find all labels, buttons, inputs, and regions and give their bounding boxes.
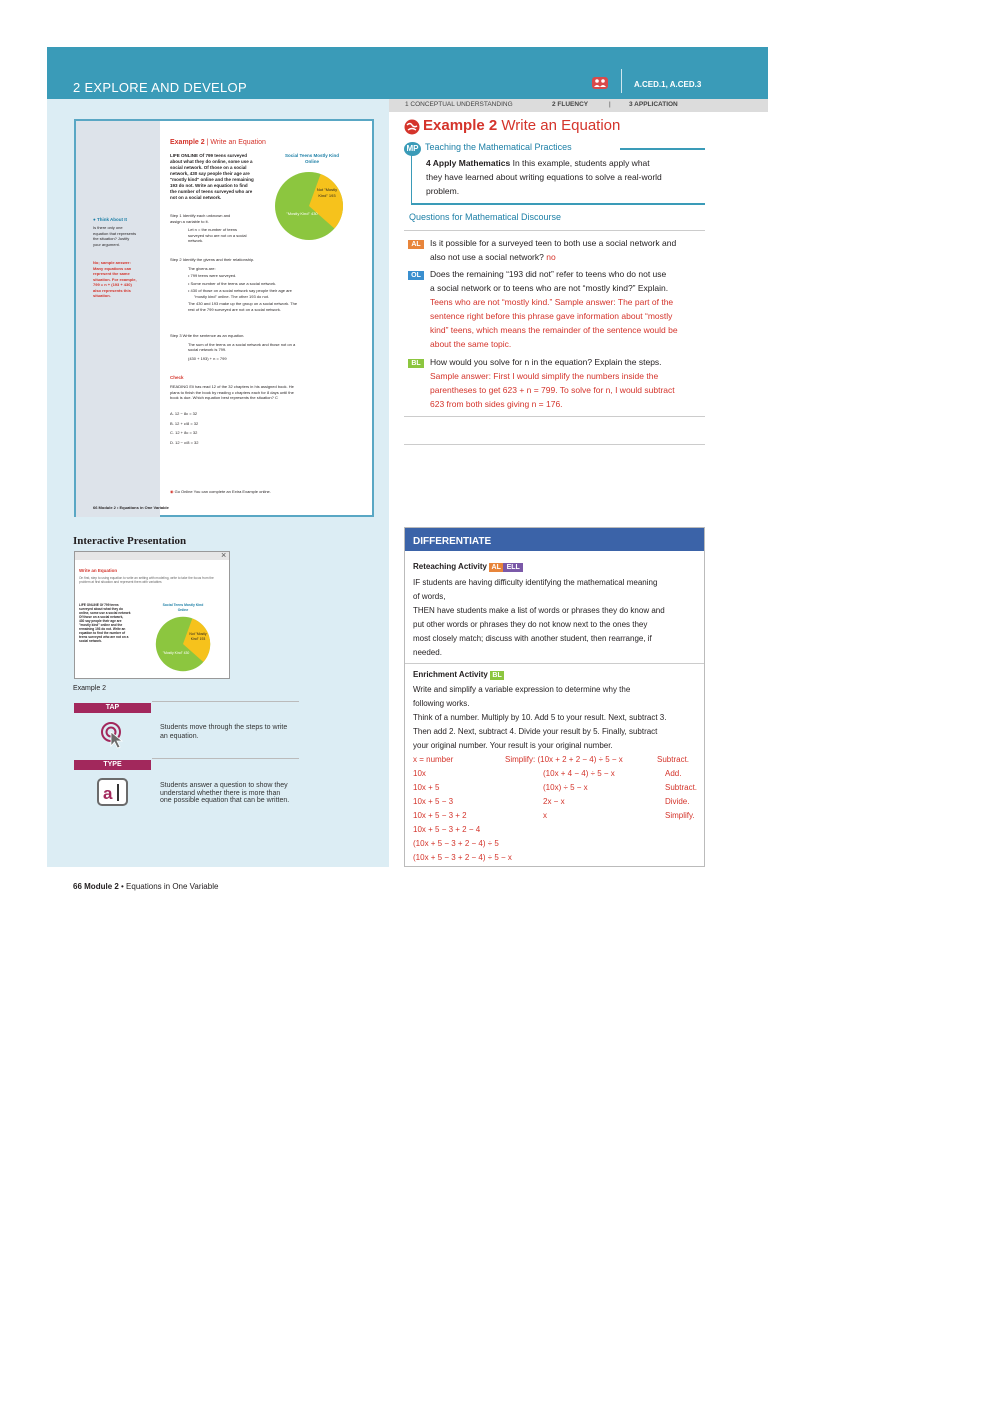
tag-al: AL bbox=[408, 240, 424, 249]
screen-pie-label-kind: "Mostly Kind" 430 bbox=[162, 651, 190, 655]
question-1: Is it possible for a surveyed teen to both use a social network and also not use a social network? no bbox=[430, 238, 677, 262]
level-fluency: 2 FLUENCY bbox=[552, 101, 589, 108]
mp-left-border bbox=[411, 154, 412, 204]
thumb-check-text: READING Eli has read 12 of the 32 chapters in his assigned book. He plans to finish the book by reading c chapters each for 8 days until the book is due. Which equation best represents the situation? C bbox=[170, 384, 294, 400]
tag-bl-small: BL bbox=[490, 671, 504, 680]
page-footer: 66 Module 2 • Equations in One Variable bbox=[73, 882, 219, 891]
think-about-it-text: Is there only one equation that represents the situation? Justify your argument. bbox=[93, 225, 137, 247]
enrich-title: Enrichment Activity BL bbox=[413, 670, 504, 680]
thumb-example-heading: Example 2 | Write an Equation bbox=[170, 139, 266, 146]
mp-bottom-border bbox=[411, 203, 705, 205]
operation-first: Subtract. bbox=[657, 755, 690, 764]
tap-description: Students move through the steps to write an equation. bbox=[160, 724, 288, 740]
screen-intro: On first, step to using equation to write an setting with modeling, write to take the focus from the problem at first situation and represent them with variables bbox=[79, 576, 214, 584]
think-about-it-title: ● Think About It bbox=[93, 217, 128, 222]
questions-bottom-rule bbox=[404, 416, 705, 417]
svg-text:a: a bbox=[103, 784, 113, 803]
thumb-page-footer: 66 Module 2 • Equations in One Variable bbox=[93, 505, 169, 510]
expression-build-column: x = number 10x 10x + 5 10x + 5 − 3 10x + 5 − 3 + 2 10x + 5 − 3 + 2 − 4 (10x + 5 − 3 + 2 − 4) ÷ 5 (10x + 5 − 3 + 2 − 4) ÷ 5 − x bbox=[413, 755, 512, 862]
tag-ol: OL bbox=[408, 271, 424, 280]
text-cursor-icon bbox=[97, 778, 128, 806]
differentiate-heading: DIFFERENTIATE bbox=[405, 528, 704, 551]
differentiate-box bbox=[404, 527, 705, 867]
thumb-go-online: ◉ Go Online You can complete an Extra Example online. bbox=[170, 489, 271, 494]
operation-column: Add. Subtract. Divide. Simplify. bbox=[665, 769, 698, 820]
section-rule bbox=[404, 444, 705, 445]
question-3: How would you solve for n in the equation? Explain the steps. Sample answer: First I would simplify the numbers inside the parentheses to get 623 + n = 799. To solve for n, I would subtract 623 from both sides giving n = 176. bbox=[430, 357, 675, 409]
thumb-pie-label-not: Not "Mostly Kind" 193 bbox=[316, 187, 338, 198]
enrich-text: Write and simplify a variable expression to determine why the following works. Think of a number. Multiply by 10. Add 5 to your result. Next, subtract 3. Then add 2. Next, subtract 4. Divide your result by 5. Finally, subtract your original number. Your result is your original number. bbox=[413, 685, 667, 750]
tag-bl: BL bbox=[408, 359, 424, 368]
mp-heading: Teaching the Mathematical Practices bbox=[425, 142, 578, 152]
level-separator: | bbox=[609, 101, 611, 108]
thumb-step3: Step 3 Write the sentence as an equation. The sum of the teens on a social network and those not on a social network is 799. (430 + 193) + n = 799 bbox=[170, 333, 296, 361]
think-answer: No; sample answer: Many equations can represent the same situation. For example, 799 = n + (193 + 430) also represents this situation. bbox=[93, 260, 137, 298]
thumb-choices: A. 12 − 8c = 32 B. 12 + c/8 = 32 C. 12 + 8c = 32 D. 12 − c/8 = 32 bbox=[170, 411, 199, 445]
thumb-step2: Step 2 Identify the givens and their relationship. The givens are: • 799 teens were surveyed. • Some number of the teens use a social network. • 430 of those on a social network say people their age are "mostly kind" online. The other 193 do not. The 430 and 193 make up the group on a social network. The rest of the 799 surveyed are not on a social network. bbox=[170, 257, 298, 312]
question-2: Does the remaining “193 did not” refer to teens who do not use a social network or to teens who are not “mostly kind?” Explain. Teens who are not “mostly kind.” Sample answer: The part of the sentence right before this phrase gave information about “mostly kind” teens, which means the remainder of the sentence would be about the same topic. bbox=[430, 269, 678, 349]
standards-label: A.CED.1, A.CED.3 bbox=[634, 80, 702, 89]
screen-pie-label-not: Not "Mostly Kind" 193 bbox=[189, 632, 207, 641]
simplify-column: Simplify: (10x + 2 + 2 − 4) ÷ 5 − x (10x + 4 − 4) ÷ 5 − x (10x) ÷ 5 − x 2x − x x bbox=[505, 755, 623, 820]
thumb-check-title: Check bbox=[170, 375, 184, 380]
thumb-chart-title: Social Teens Mostly Kind Online bbox=[285, 153, 339, 164]
header-divider bbox=[621, 69, 622, 93]
level-conceptual: 1 CONCEPTUAL UNDERSTANDING bbox=[405, 101, 513, 108]
group-people-icon bbox=[592, 77, 608, 89]
example-heading: Example 2 Write an Equation bbox=[423, 117, 621, 134]
thumb-pie-label-kind: "Mostly Kind" 430 bbox=[286, 211, 318, 216]
interactive-screen[interactable] bbox=[74, 551, 230, 679]
section-header bbox=[47, 47, 768, 99]
thumb-step1: Step 1 Identify each unknown and assign a variable to it. Let n = the number of teens surveyed who are not on a social network. bbox=[170, 213, 247, 243]
level-application: 3 APPLICATION bbox=[629, 101, 678, 108]
close-icon[interactable]: × bbox=[221, 550, 227, 560]
type-divider bbox=[152, 758, 299, 759]
go-online-icon: ◉ bbox=[170, 489, 175, 494]
questions-rule bbox=[404, 230, 705, 231]
screen-chart-title: Social Teens Mostly Kind Online bbox=[162, 603, 204, 612]
type-label: TYPE bbox=[74, 760, 151, 770]
mp-rule bbox=[620, 148, 705, 150]
thumb-intro: LIFE ONLINE Of 799 teens surveyed about what they do online, some use a social network. Of those on a social network, 430 say people their age are "mostly kind" online and the remaining 193 do not. Write an equation to find the number of teens surveyed who are not on a social network. bbox=[170, 153, 254, 200]
questions-heading: Questions for Mathematical Discourse bbox=[409, 212, 562, 222]
thumbnail-sidebar bbox=[76, 121, 160, 517]
screen-problem: LIFE ONLINE Of 799 teens surveyed about what they do online, some use a social network Of those on a social network, 430 say people their age are "mostly kind" online and the remaining 193 do not. Write an equation to find the number of teens surveyed who are not on a social network. bbox=[79, 603, 131, 643]
interactive-caption: Example 2 bbox=[73, 685, 107, 692]
level-bar bbox=[389, 99, 768, 112]
example-globe-icon bbox=[404, 119, 420, 135]
tap-divider bbox=[152, 701, 299, 702]
thumb-pie-chart bbox=[274, 171, 344, 241]
reteach-title: Reteaching Activity AL ELL bbox=[413, 562, 523, 572]
think-icon: ● bbox=[93, 217, 97, 222]
screen-pie-chart bbox=[155, 616, 211, 672]
mp-badge: MP bbox=[404, 142, 421, 156]
tag-ell: ELL bbox=[503, 563, 523, 572]
screen-titlebar bbox=[75, 552, 229, 560]
mp-text: 4 Apply Mathematics In this example, students apply what they have learned about writing equations to solve a real-world problem. bbox=[426, 158, 662, 196]
tap-pointer-icon bbox=[100, 721, 126, 749]
tag-al-small: AL bbox=[489, 563, 503, 572]
differentiate-divider bbox=[405, 663, 704, 664]
student-page-thumbnail bbox=[74, 119, 374, 517]
tap-label: TAP bbox=[74, 703, 151, 713]
type-description: Students answer a question to show they understand whether there is more than one possible equation that can be written. bbox=[160, 782, 290, 804]
screen-title: Write an Equation bbox=[79, 568, 118, 573]
interactive-presentation-title: Interactive Presentation bbox=[73, 535, 187, 547]
reteach-text: IF students are having difficulty identifying the mathematical meaning of words, THEN have students make a list of words or phrases they do know and put other words or phrases they do not know next to the ones they most closely match; discuss with another student, then rearrange, if needed. bbox=[413, 578, 665, 657]
section-title: 2 EXPLORE AND DEVELOP bbox=[73, 80, 247, 95]
